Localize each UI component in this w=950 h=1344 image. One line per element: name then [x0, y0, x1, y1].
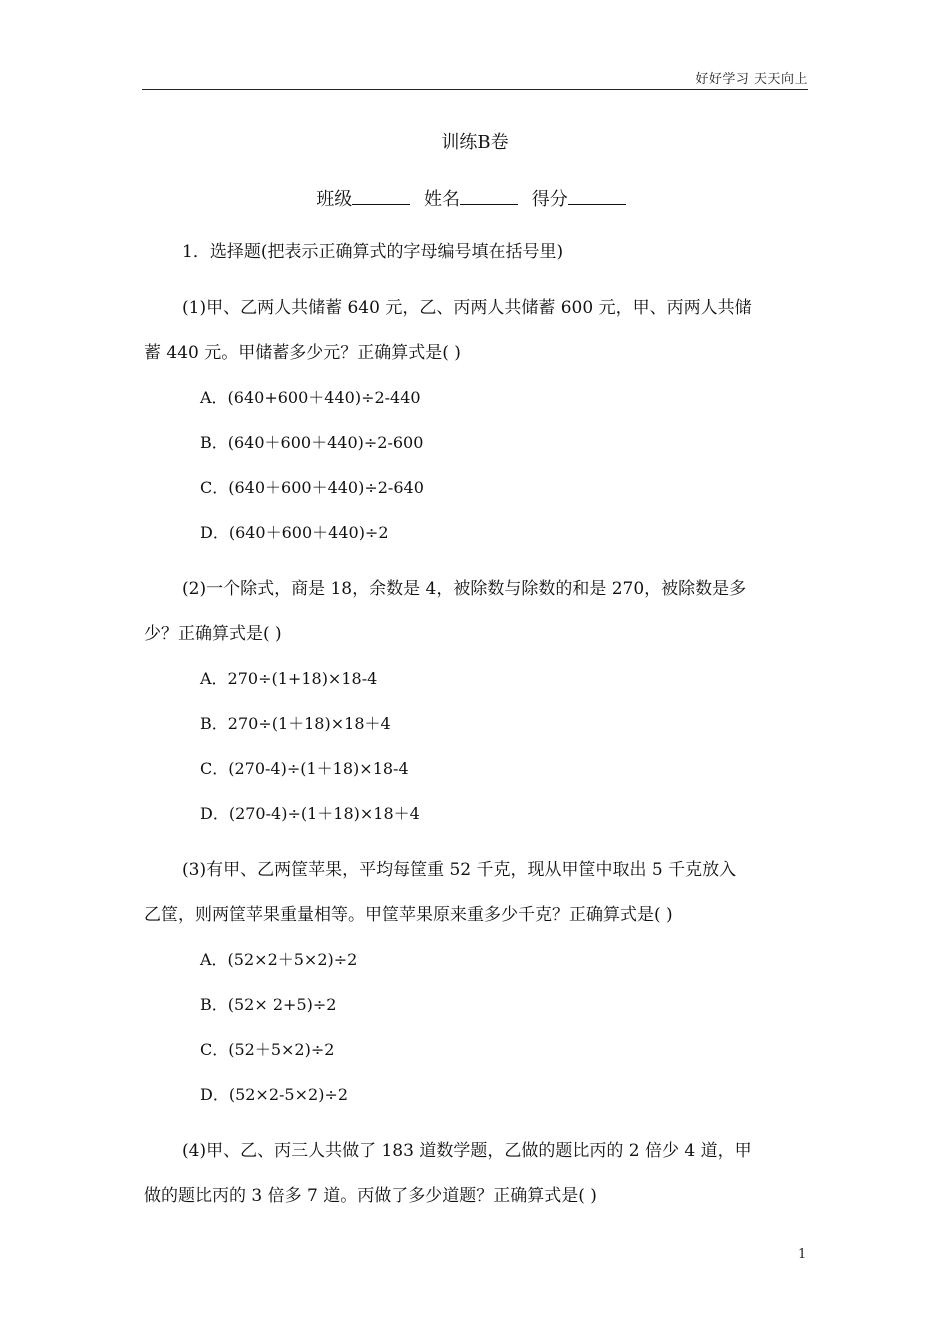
student-info-line: [0, 185, 950, 211]
question-2-line-1: (2)一个除式，商是 18，余数是 4，被除数与除数的和是 270，被除数是多: [182, 579, 747, 599]
question-1-option-a: A．(640+600＋440)÷2-440: [200, 388, 421, 407]
section-heading: 1．选择题(把表示正确算式的字母编号填在括号里): [182, 242, 564, 262]
question-1-line-1: (1)甲、乙两人共储蓄 640 元，乙、丙两人共储蓄 600 元，甲、丙两人共储: [182, 298, 752, 318]
question-4-line-1: (4)甲、乙、丙三人共做了 183 道数学题，乙做的题比丙的 2 倍少 4 道，甲: [182, 1141, 752, 1161]
question-3-option-c: C．(52＋5×2)÷2: [200, 1040, 335, 1059]
page-title: 训练B卷: [441, 132, 509, 153]
page-number: 1: [798, 1247, 807, 1262]
question-4-line-2: 做的题比丙的 3 倍多 7 道。丙做了多少道题？正确算式是( ): [144, 1186, 597, 1206]
question-3-option-b: B．(52× 2+5)÷2: [200, 995, 337, 1014]
question-3-option-d: D．(52×2-5×2)÷2: [200, 1085, 349, 1104]
name-blank[interactable]: [460, 188, 518, 205]
question-3-option-a: A．(52×2＋5×2)÷2: [200, 950, 358, 969]
question-2-option-b: B．270÷(1＋18)×18＋4: [200, 714, 391, 733]
class-blank[interactable]: [352, 188, 410, 205]
question-2-option-a: A．270÷(1+18)×18-4: [200, 669, 378, 688]
question-1-option-c: C．(640＋600＋440)÷2-640: [200, 478, 424, 497]
question-2-option-c: C．(270-4)÷(1＋18)×18-4: [200, 759, 409, 778]
header-motto: 好好学习 天天向上: [695, 72, 808, 87]
header-divider: [142, 89, 808, 90]
question-1-line-2: 蓄 440 元。甲储蓄多少元？正确算式是( ): [144, 343, 461, 363]
question-3-line-2: 乙筐，则两筐苹果重量相等。甲筐苹果原来重多少千克？正确算式是( ): [144, 905, 673, 925]
question-3-line-1: (3)有甲、乙两筐苹果，平均每筐重 52 千克，现从甲筐中取出 5 千克放入: [182, 860, 737, 880]
question-1-option-d: D．(640＋600＋440)÷2: [200, 523, 389, 542]
name-label: 姓名: [424, 189, 460, 210]
question-1-option-b: B．(640＋600＋440)÷2-600: [200, 433, 424, 452]
question-2-line-2: 少？正确算式是( ): [144, 624, 282, 644]
class-label: 班级: [316, 189, 353, 210]
score-label: 得分: [531, 189, 568, 210]
question-2-option-d: D．(270-4)÷(1＋18)×18＋4: [200, 804, 420, 823]
score-blank[interactable]: [568, 188, 626, 205]
